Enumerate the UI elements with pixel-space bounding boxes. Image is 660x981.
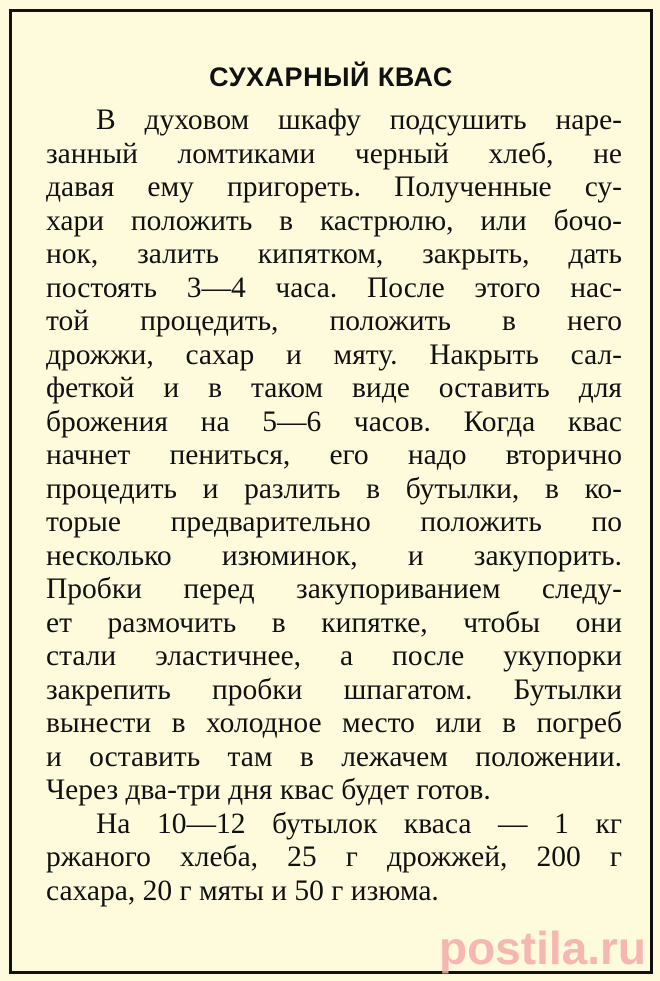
text-line: начнет пениться, его надо вторично xyxy=(46,439,622,471)
watermark-logo: postila.ru xyxy=(438,922,646,974)
text-line: несколько изюминок, и закупорить. xyxy=(46,539,622,572)
recipe-card xyxy=(9,9,653,974)
text-line: сахара, 20 г мяты и 50 г изюма. xyxy=(46,874,439,907)
text-line: нок, залить кипятком, закрыть, дать xyxy=(46,238,622,270)
text-line: давая ему пригореть. Полученные су- xyxy=(46,171,622,203)
recipe-title: СУХАРНЫЙ КВАС xyxy=(209,62,453,92)
text-line: постоять 3—4 часа. После этого нас- xyxy=(46,271,622,304)
text-line: Через два-три дня квас будет готов. xyxy=(46,774,491,806)
text-line: Пробки перед закупориванием следу- xyxy=(46,573,622,605)
text-line: феткой и в таком виде оставить для xyxy=(46,372,622,404)
text-line: той процедить, положить в него xyxy=(46,305,622,337)
text-line: ет размочить в кипятке, чтобы они xyxy=(46,606,622,639)
text-line: процедить и разлить в бутылки, в ко- xyxy=(46,472,622,505)
text-line: стали эластичнее, а после укупорки xyxy=(46,640,622,672)
recipe-body xyxy=(46,104,622,908)
text-line: торые предварительно положить по xyxy=(46,506,622,538)
text-line: ржаного хлеба, 25 г дрожжей, 200 г xyxy=(46,841,622,873)
text-line: В духовом шкафу подсушить наре- xyxy=(96,104,622,136)
text-line: занный ломтиками черный хлеб, не xyxy=(46,137,622,170)
text-line: вынести в холодное место или в погреб xyxy=(46,707,622,739)
text-line: брожения на 5—6 часов. Когда квас xyxy=(46,405,622,438)
text-line: закрепить пробки шпагатом. Бутылки xyxy=(46,673,622,706)
text-line: и оставить там в лежачем положении. xyxy=(46,740,622,773)
text-line: хари положить в кастрюлю, или бочо- xyxy=(46,204,622,237)
text-line: дрожжи, сахар и мяту. Накрыть сал- xyxy=(46,338,622,371)
text-line: На 10—12 бутылок кваса — 1 кг xyxy=(96,807,622,840)
